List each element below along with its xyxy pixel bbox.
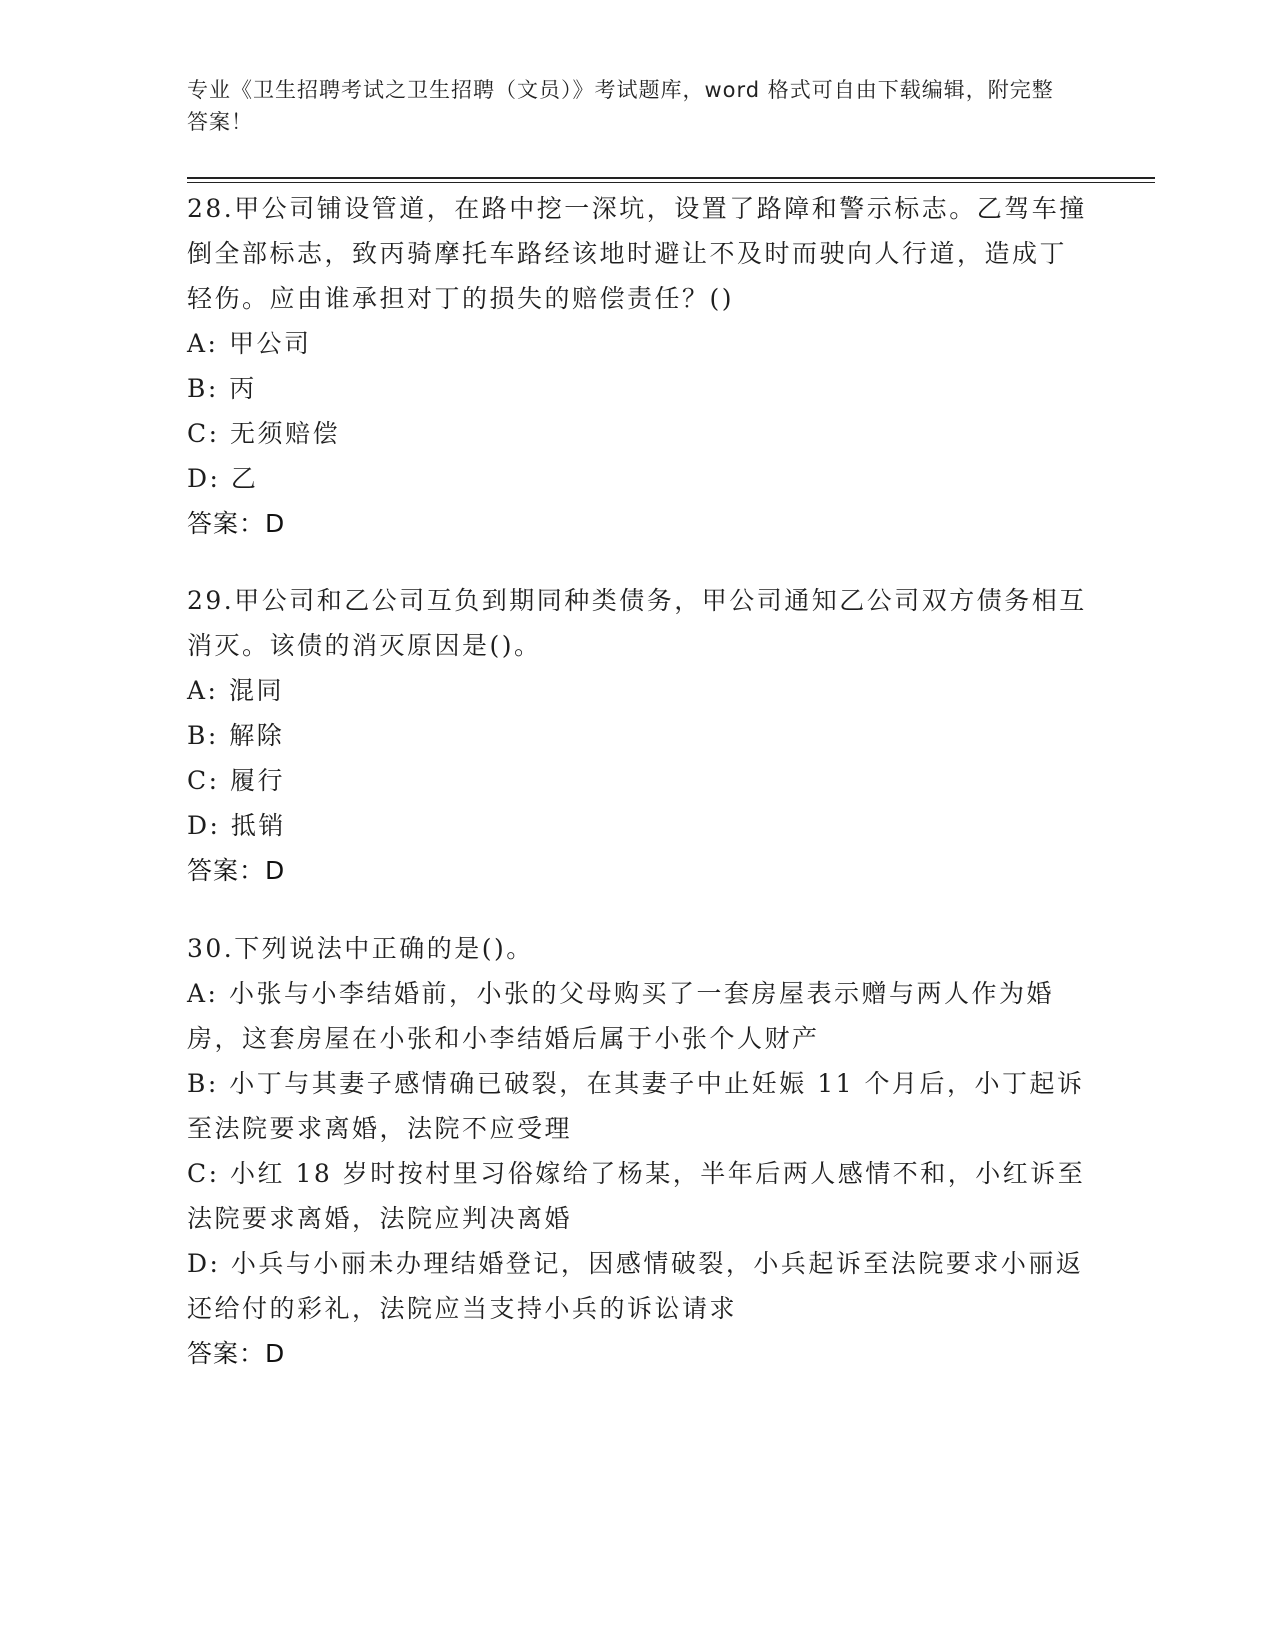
option-label: D: bbox=[187, 1249, 221, 1278]
option-label: A: bbox=[187, 329, 219, 358]
option-text: 小张与小李结婚前，小张的父母购买了一套房屋表示赠与两人作为婚房，这套房屋在小张和小李结婚后属于小张个人财产 bbox=[187, 979, 1054, 1053]
option-text: 混同 bbox=[228, 676, 284, 705]
question-text: 29.甲公司和乙公司互负到期同种类债务，甲公司通知乙公司双方债务相互消灭。该债的消灭原因是()。 bbox=[187, 586, 1087, 660]
option-label: C: bbox=[187, 419, 220, 448]
document-header: 专业《卫生招聘考试之卫生招聘（文员）》考试题库，word 格式可自由下载编辑，附完整答案！ bbox=[187, 78, 1054, 134]
option-text: 无须赔偿 bbox=[230, 419, 341, 448]
question-text: 30.下列说法中正确的是()。 bbox=[187, 934, 534, 963]
option-text: 解除 bbox=[229, 721, 285, 750]
option-text: 乙 bbox=[230, 464, 259, 493]
answer: 答案：D bbox=[187, 509, 286, 538]
header-divider-thin bbox=[187, 182, 1155, 183]
option-label: A: bbox=[187, 676, 219, 705]
option-label: C: bbox=[187, 1159, 220, 1188]
option-text: 甲公司 bbox=[228, 329, 312, 358]
option-c bbox=[187, 411, 1087, 456]
option-b bbox=[187, 1061, 1087, 1151]
option-d bbox=[187, 1241, 1087, 1331]
question-28 bbox=[187, 186, 1087, 546]
option-label: D: bbox=[187, 464, 221, 493]
option-a bbox=[187, 971, 1087, 1061]
option-text: 抵销 bbox=[230, 811, 286, 840]
option-d bbox=[187, 456, 1087, 501]
option-text: 履行 bbox=[230, 766, 286, 795]
question-30 bbox=[187, 926, 1087, 1376]
option-b bbox=[187, 366, 1087, 411]
option-c bbox=[187, 758, 1087, 803]
option-label: B: bbox=[187, 1069, 219, 1098]
option-a bbox=[187, 321, 1087, 366]
option-label: B: bbox=[187, 721, 219, 750]
option-text: 丙 bbox=[229, 374, 257, 403]
option-label: C: bbox=[187, 766, 220, 795]
option-label: A: bbox=[187, 979, 219, 1008]
option-text: 小丁与其妻子感情确已破裂，在其妻子中止妊娠 11 个月后，小丁起诉至法院要求离婚，法院不应受理 bbox=[187, 1069, 1085, 1143]
header-divider-thick bbox=[187, 177, 1155, 179]
option-label: B: bbox=[187, 374, 219, 403]
option-label: D: bbox=[187, 811, 221, 840]
option-text: 小兵与小丽未办理结婚登记，因感情破裂，小兵起诉至法院要求小丽返还给付的彩礼，法院应当支持小兵的诉讼请求 bbox=[187, 1249, 1084, 1323]
question-text: 28.甲公司铺设管道，在路中挖一深坑，设置了路障和警示标志。乙驾车撞倒全部标志，致丙骑摩托车路经该地时避让不及时而驶向人行道，造成丁轻伤。应由谁承担对丁的损失的赔偿责任？() bbox=[187, 194, 1087, 313]
option-a bbox=[187, 668, 1087, 713]
question-29 bbox=[187, 578, 1087, 893]
answer: 答案：D bbox=[187, 1339, 286, 1368]
option-text: 小红 18 岁时按村里习俗嫁给了杨某，半年后两人感情不和，小红诉至法院要求离婚，法院应判决离婚 bbox=[187, 1159, 1086, 1233]
option-c bbox=[187, 1151, 1087, 1241]
option-b bbox=[187, 713, 1087, 758]
answer: 答案：D bbox=[187, 856, 286, 885]
option-d bbox=[187, 803, 1087, 848]
